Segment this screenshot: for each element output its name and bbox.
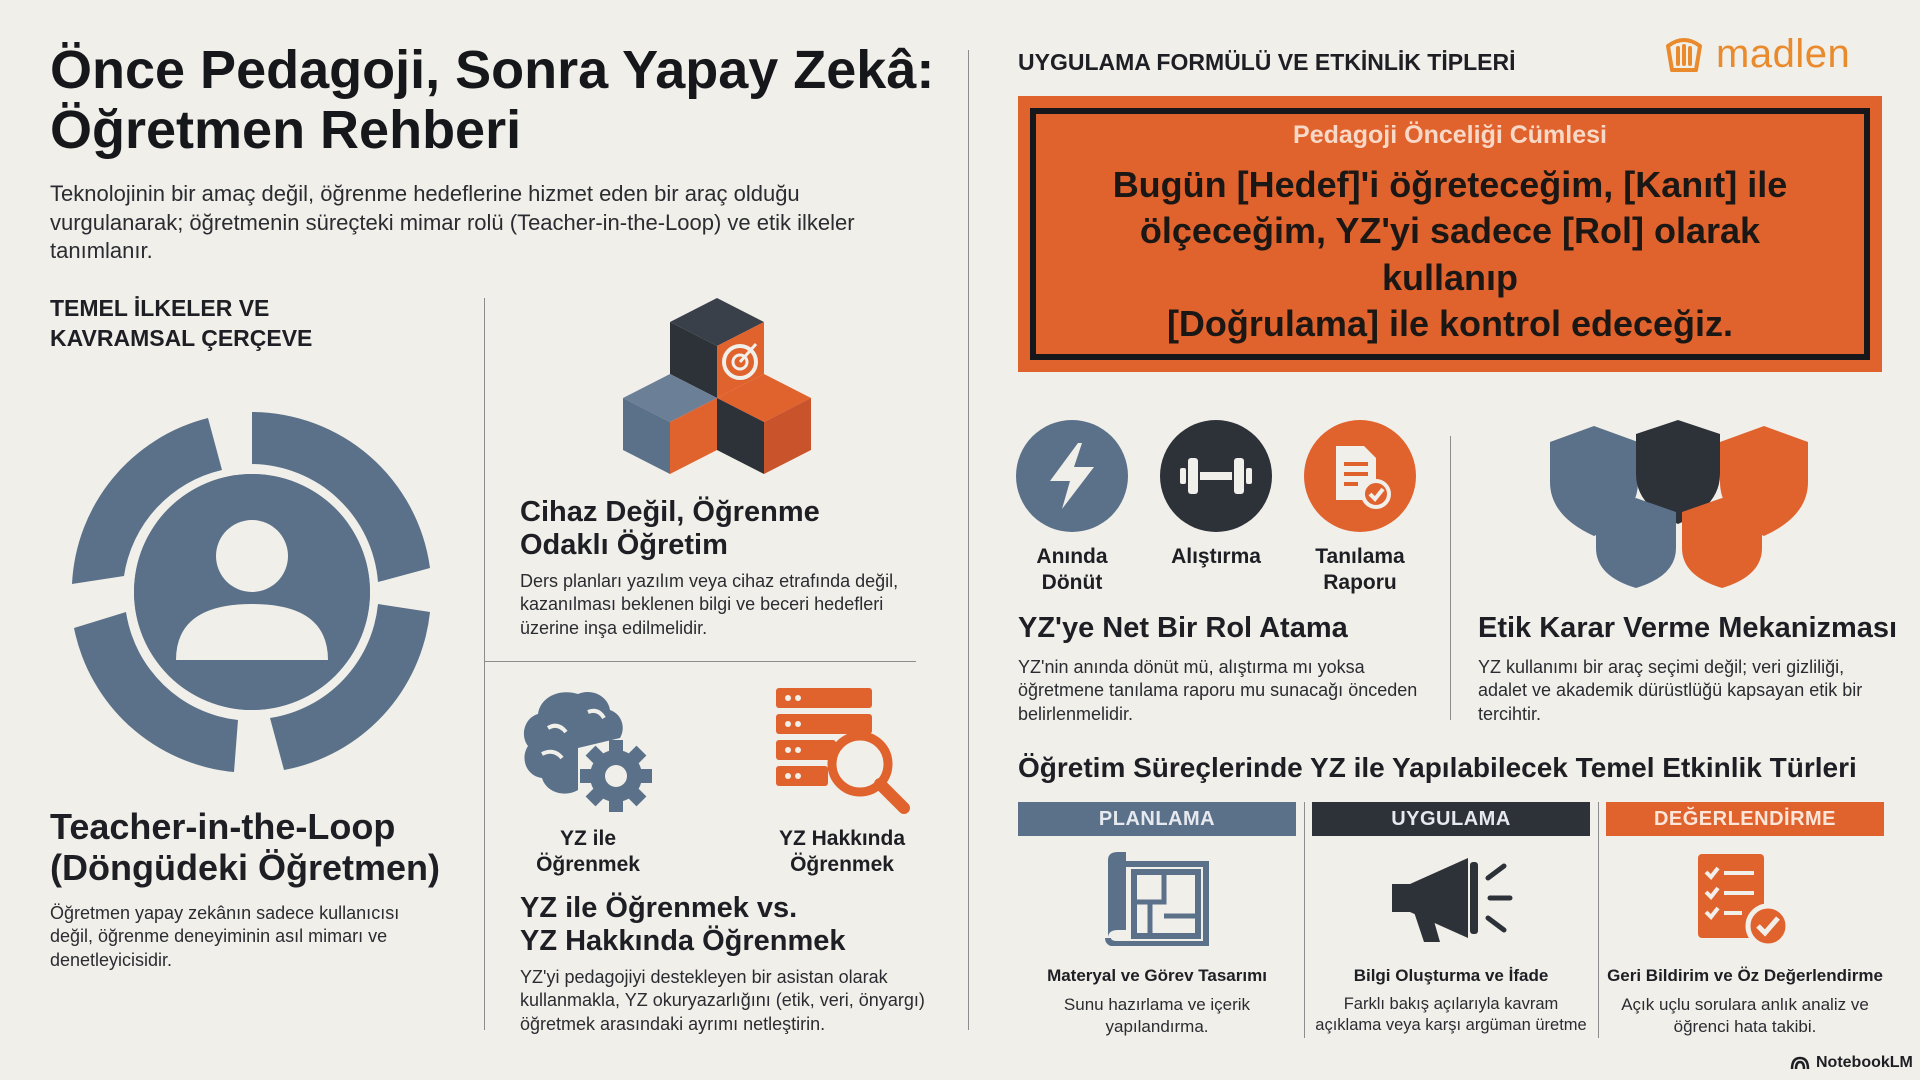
report-check-icon [1304, 420, 1416, 532]
learn-about-ai-label-line2: Öğrenmek [790, 853, 894, 877]
tab-assessment: DEĞERLENDİRME [1606, 802, 1884, 836]
shields-icon [1548, 420, 1810, 590]
learn-about-ai-label [752, 826, 932, 879]
formula-inner [1030, 108, 1870, 360]
left-section-heading-line1: TEMEL İLKELER VE [50, 295, 270, 321]
role-instant-feedback-line1: Anında [1036, 545, 1108, 568]
server-search-icon [774, 686, 910, 816]
role-instant-feedback-label [1002, 544, 1142, 597]
learn-card-title-line1: YZ ile Öğrenmek vs. [520, 892, 798, 924]
left-divider-vertical [484, 298, 485, 1030]
assessment-text-line2: öğrenci hata takibi. [1673, 1017, 1817, 1037]
madlen-logo [1662, 26, 1882, 82]
roles-text: YZ'nin anında dönüt mü, alıştırma mı yoksa öğretmene tanılama raporu mu sunacağı önceden belirlenmelidir. [1018, 657, 1418, 724]
implementation-title: Bilgi Oluşturma ve İfade [1353, 966, 1549, 985]
notebooklm-text: NotebookLM [1816, 1054, 1913, 1071]
checklist-icon [1694, 852, 1794, 950]
assessment-title: Geri Bildirim ve Öz Değerlendirme [1607, 966, 1883, 985]
formula-text [1076, 162, 1824, 346]
formula-label: Pedagoji Önceliği Cümlesi [1293, 121, 1607, 150]
dumbbell-icon [1160, 420, 1272, 532]
formula-box [1018, 96, 1882, 372]
role-diagnostic-report-line2: Raporu [1323, 571, 1397, 595]
learn-card-title [520, 892, 920, 959]
device-card-text: Ders planları yazılım veya cihaz etrafında değil, kazanılması beklenen bilgi ve beceri hedefleri üzerine inşa edilmelidir. [520, 571, 899, 638]
main-divider [968, 50, 969, 1030]
formula-text-line3: [Doğrulama] ile kontrol edeceğiz. [1166, 302, 1734, 344]
brain-gear-icon [518, 688, 658, 816]
role-diagnostic-report-line1: Tanılama [1315, 545, 1405, 568]
left-divider-horizontal [484, 661, 916, 662]
page-title [50, 40, 950, 161]
device-card-title-line1: Cihaz Değil, Öğrenme [520, 496, 820, 528]
lightning-icon [1016, 420, 1128, 532]
right-divider-vertical [1450, 436, 1451, 720]
implementation-text-line2: açıklama veya karşı argüman üretme [1315, 1016, 1587, 1035]
teacher-loop-title [50, 806, 490, 889]
cubes-target-icon [614, 298, 820, 484]
planning-text [1018, 994, 1296, 1038]
right-section-heading: UYGULAMA FORMÜLÜ VE ETKİNLİK TİPLERİ [1018, 49, 1516, 75]
learn-with-ai-label [500, 826, 676, 879]
activities-divider-2 [1598, 802, 1599, 1038]
activities-divider-1 [1304, 802, 1305, 1038]
madlen-logo-text: madlen [1716, 31, 1851, 76]
learn-card-text: YZ'yi pedagojiyi destekleyen bir asistan olarak kullanmakla, YZ okuryazarlığını (etik, veri, önyargı) öğretmek arasındaki ayrımı netleştirin. [520, 967, 925, 1034]
activities-heading: Öğretim Süreçlerinde YZ ile Yapılabilecek Temel Etkinlik Türleri [1018, 752, 1857, 783]
notebooklm-badge [1790, 1054, 1913, 1072]
planning-title: Materyal ve Görev Tasarımı [1047, 966, 1267, 985]
learn-about-ai-label-line1: YZ Hakkında [778, 827, 906, 850]
teacher-loop-title-line1: Teacher-in-the-Loop [50, 806, 396, 847]
megaphone-icon [1388, 852, 1514, 946]
formula-text-line2: ölçeceğim, YZ'yi sadece [Rol] olarak kullanıp [1139, 210, 1761, 298]
left-section-heading [50, 294, 312, 354]
assessment-text [1606, 994, 1884, 1038]
role-instant-feedback-line2: Dönüt [1041, 571, 1103, 595]
implementation-text-line1: Farklı bakış açılarıyla kavram [1343, 995, 1559, 1013]
ethics-text: YZ kullanımı bir araç seçimi değil; veri gizliliği, adalet ve akademik dürüstlüğü kapsayan etik bir tercihtir. [1478, 657, 1863, 724]
planning-text-line2: yapılandırma. [1105, 1017, 1209, 1037]
page-title-line2: Öğretmen Rehberi [50, 100, 522, 161]
teacher-loop-text: Öğretmen yapay zekânın sadece kullanıcısı değil, öğrenme deneyiminin asıl mimarı ve denetleyicisidir. [50, 903, 400, 970]
blueprint-icon [1104, 850, 1210, 946]
formula-text-line1: Bugün [Hedef]'i öğreteceğim, [Kanıt] ile [1112, 164, 1788, 206]
tab-implementation: UYGULAMA [1312, 802, 1590, 836]
madlen-logo-icon [1662, 32, 1706, 76]
ethics-title: Etik Karar Verme Mekanizması [1478, 612, 1898, 644]
tab-planning: PLANLAMA [1018, 802, 1296, 836]
learn-card-title-line2: YZ Hakkında Öğrenmek [520, 925, 846, 958]
device-card-title [520, 496, 900, 563]
teacher-loop-icon [58, 398, 446, 786]
assessment-text-line1: Açık uçlu sorulara anlık analiz ve [1621, 995, 1869, 1014]
notebooklm-logo-icon [1790, 1056, 1810, 1070]
roles-title: YZ'ye Net Bir Rol Atama [1018, 612, 1348, 644]
learn-with-ai-label-line2: Öğrenmek [536, 853, 640, 877]
teacher-loop-title-line2: (Döngüdeki Öğretmen) [50, 847, 441, 889]
implementation-text [1306, 994, 1596, 1037]
learn-with-ai-label-line1: YZ ile [559, 827, 617, 850]
planning-text-line1: Sunu hazırlama ve içerik [1063, 995, 1251, 1014]
page-subtitle: Teknolojinin bir amaç değil, öğrenme hedeflerine hizmet eden bir araç olduğu vurgulanarak; öğretmenin süreçteki mimar rolü (Teacher-in-the-Loop) ve etik ilkeler tanımlanır. [50, 181, 855, 264]
device-card-title-line2: Odaklı Öğretim [520, 529, 728, 562]
role-diagnostic-report-label [1290, 544, 1430, 597]
role-practice-label: Alıştırma [1171, 545, 1261, 568]
left-section-heading-line2: KAVRAMSAL ÇERÇEVE [50, 324, 313, 351]
page-title-line1: Önce Pedagoji, Sonra Yapay Zekâ: [50, 40, 935, 100]
